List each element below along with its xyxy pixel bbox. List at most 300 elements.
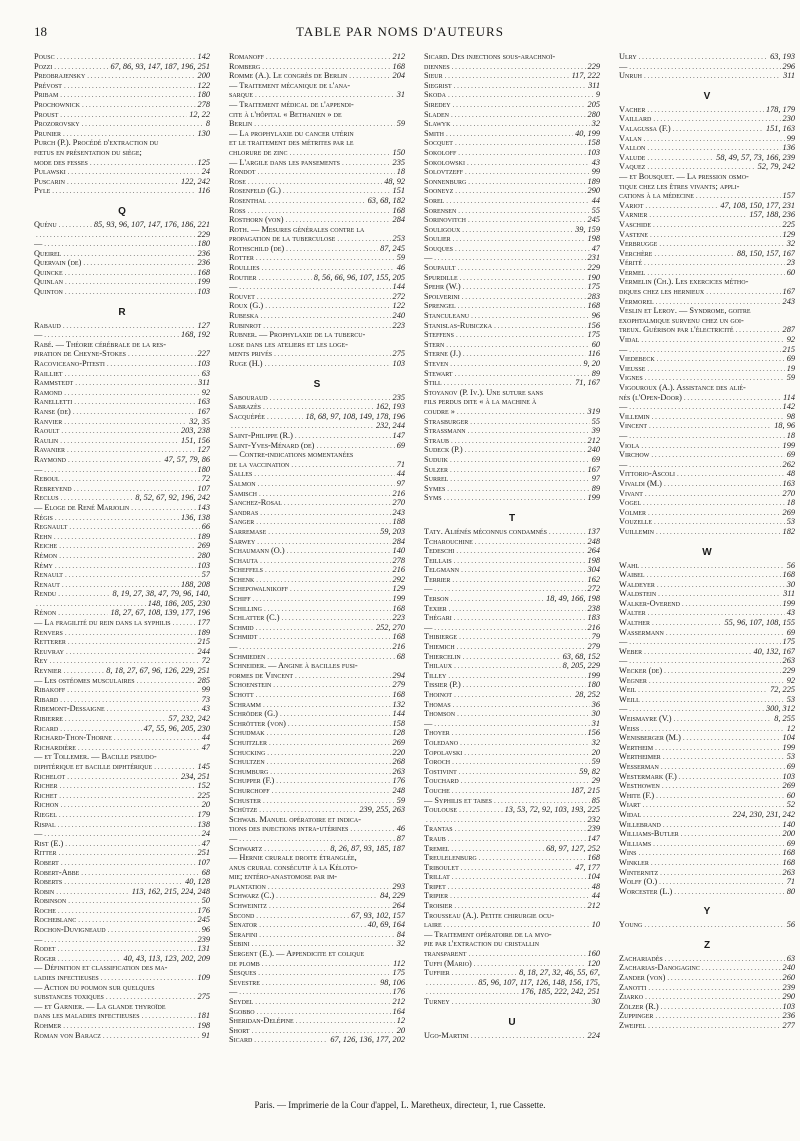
author-name: Ribakoff	[34, 685, 66, 695]
page-references: 215	[197, 637, 210, 647]
author-name: Thomson	[424, 709, 456, 719]
page-references: 44	[591, 195, 600, 205]
index-entry	[34, 81, 210, 91]
dot-leader	[454, 556, 586, 566]
author-name: — Eloge de René Marjolin	[34, 502, 130, 512]
page-references: 44	[396, 469, 405, 479]
page-references: 229	[587, 263, 600, 273]
dot-leader	[268, 882, 391, 892]
dot-leader	[434, 253, 585, 263]
index-entry	[424, 474, 600, 484]
page-references: 203, 238	[180, 426, 210, 436]
author-name: Quinton	[34, 287, 63, 297]
dot-leader	[60, 695, 200, 705]
author-name: Weismayre (V.)	[619, 714, 672, 723]
page-references: 40, 128	[185, 877, 210, 887]
dot-leader	[465, 167, 590, 177]
page-references: 277	[782, 1021, 795, 1031]
dot-leader	[446, 129, 573, 139]
author-name: — Définition et classification des ma-	[34, 963, 168, 973]
dot-leader	[673, 124, 764, 134]
index-entry	[34, 62, 210, 72]
dot-leader	[452, 997, 590, 1007]
author-name: Winkler	[619, 857, 649, 867]
page-references: 283	[587, 291, 600, 301]
dot-leader	[68, 896, 200, 906]
printer-footer: Paris. — Imprimerie de la Cour d'appel, L. Maretheux, directeur, 1, rue Cassette.	[254, 1100, 546, 1110]
author-name: Troisier	[424, 901, 453, 911]
author-name: Schmid	[229, 622, 254, 632]
index-entry	[424, 767, 600, 777]
author-name: Sacquépée	[229, 411, 265, 421]
page-references: 132	[392, 699, 405, 709]
author-name: —	[229, 833, 238, 843]
page-references: 167	[782, 287, 795, 297]
page-references: 145	[197, 761, 210, 771]
page-references: 96	[591, 311, 600, 321]
page-references: 48, 92	[384, 176, 405, 186]
dot-leader	[674, 887, 784, 897]
author-name: Terson	[424, 594, 449, 604]
index-entry	[619, 325, 795, 335]
author-name: Quinlan	[34, 277, 63, 287]
author-name: Tedeschi	[424, 546, 455, 556]
dot-leader	[434, 719, 589, 729]
author-name: Wahl	[619, 560, 640, 570]
index-entry	[424, 632, 600, 642]
page-references: 43	[591, 157, 600, 167]
page-references: 59	[396, 253, 405, 263]
page-references: 279	[392, 680, 405, 690]
index-entry	[619, 580, 795, 590]
index-entry	[34, 100, 210, 110]
page-references: 59	[591, 757, 600, 767]
page-references: 104	[782, 733, 795, 743]
author-name: Richet	[34, 790, 58, 800]
page-references: 128	[392, 728, 405, 738]
author-name: Schupper (F.)	[229, 776, 275, 786]
index-entry	[34, 724, 210, 734]
page-references: 53	[786, 752, 795, 762]
page-references: 245	[587, 215, 600, 225]
index-entry	[619, 743, 795, 753]
author-name: lose dans les ateliers et les loge-	[229, 339, 348, 349]
author-name: Ross	[229, 205, 246, 215]
dot-leader	[276, 891, 378, 901]
index-entry	[619, 992, 795, 1002]
dot-leader	[256, 575, 390, 585]
dot-leader	[468, 949, 585, 959]
author-name: Williams	[619, 838, 652, 848]
index-entry	[424, 273, 600, 283]
index-entry	[619, 887, 795, 897]
index-entry	[424, 167, 600, 177]
dot-leader	[74, 484, 196, 494]
index-entry	[424, 378, 600, 388]
page-references: 87	[396, 833, 405, 843]
page-references: 175	[392, 968, 405, 978]
dot-leader	[641, 335, 784, 345]
index-entry	[424, 436, 600, 446]
page-references: 179	[197, 809, 210, 819]
author-name: Virchow	[619, 450, 650, 460]
dot-leader	[273, 680, 390, 690]
dot-leader	[706, 287, 780, 297]
dot-leader	[655, 743, 780, 753]
dot-leader	[462, 292, 586, 302]
author-name: et le traitement des métrites par le	[229, 138, 354, 148]
author-name: Vaschide	[619, 219, 651, 229]
page-references: 125	[197, 157, 210, 167]
page-references: 300, 312	[765, 704, 795, 714]
index-entry	[34, 138, 210, 148]
dot-leader	[454, 661, 561, 671]
dot-leader	[257, 537, 390, 547]
index-entry	[229, 796, 405, 806]
author-name: Schiff	[229, 594, 251, 604]
author-name: Puscarin	[34, 176, 65, 186]
author-name: Stern	[424, 339, 445, 349]
page-references: 311	[783, 71, 795, 81]
index-entry	[34, 944, 210, 954]
page-references: 263	[782, 656, 795, 666]
dot-leader	[453, 100, 586, 110]
dot-leader	[265, 565, 391, 575]
index-entry	[619, 354, 795, 364]
dot-leader	[659, 877, 785, 887]
dot-leader	[470, 417, 589, 427]
index-entry	[619, 508, 795, 518]
index-entry	[619, 277, 795, 287]
page-references: 296	[782, 61, 795, 71]
index-entry	[619, 105, 795, 115]
author-name: Wesserman	[619, 761, 659, 771]
dot-leader	[457, 642, 586, 652]
dot-leader	[257, 292, 391, 302]
page-references: 69	[396, 440, 405, 450]
page-references: 52	[786, 800, 795, 810]
page-references: 157, 188, 236	[749, 210, 795, 220]
page-references: 263	[392, 766, 405, 776]
index-entry	[424, 445, 600, 455]
author-name: Ziarko	[619, 992, 644, 1002]
dot-leader	[455, 824, 586, 834]
dot-leader	[64, 877, 183, 887]
index-entry	[34, 762, 210, 772]
author-name: Terrier	[424, 574, 451, 584]
author-name: Viedebeck	[619, 354, 655, 364]
index-entry	[424, 369, 600, 379]
page-references: 46	[396, 263, 405, 273]
dot-leader	[666, 628, 785, 638]
index-entry	[229, 613, 405, 623]
dot-leader	[653, 114, 780, 124]
index-entry	[619, 517, 795, 527]
page-references: 199	[782, 598, 795, 608]
index-entry	[229, 340, 405, 350]
page-references: 92	[201, 387, 210, 397]
page-references: 130	[197, 128, 210, 138]
author-name: Strasburger	[424, 416, 469, 426]
index-entry	[424, 349, 600, 359]
index-entry	[34, 608, 210, 618]
page-references: 99	[201, 685, 210, 695]
dot-leader	[255, 997, 390, 1007]
author-name: Vallon	[619, 143, 646, 153]
dot-leader	[60, 724, 141, 734]
page-references: 127	[197, 445, 210, 455]
page-references: 280	[587, 109, 600, 119]
author-name: laire	[424, 920, 442, 930]
index-column-2	[229, 52, 405, 1045]
author-name: Serafini	[229, 929, 258, 939]
index-entry	[424, 805, 600, 815]
page-references: 122	[392, 301, 405, 311]
page-references: 47, 177	[575, 862, 600, 872]
author-name: Roman von Baracz	[34, 1030, 101, 1040]
page-references: 311	[198, 378, 210, 388]
page-references: 147	[392, 430, 405, 440]
dot-leader	[259, 920, 365, 930]
author-name: Richelot	[34, 771, 66, 781]
dot-leader	[648, 508, 781, 518]
page-references: 12	[786, 723, 795, 733]
index-entry	[34, 321, 210, 331]
section-letter: V	[703, 90, 711, 102]
author-name: —	[34, 464, 43, 474]
dot-leader	[68, 637, 196, 647]
author-name: Renault	[34, 570, 63, 580]
author-name: Ravanier	[34, 445, 65, 455]
index-entry	[34, 858, 210, 868]
author-name: — et Bousquet. — La pression osmo-	[619, 171, 749, 181]
page-references: 180	[197, 90, 210, 100]
author-name: Thiemich	[424, 642, 455, 652]
dot-leader	[474, 959, 586, 969]
index-entry	[229, 700, 405, 710]
dot-leader	[261, 311, 391, 321]
dot-leader	[651, 450, 784, 460]
author-name: — et Garnier. — La glande thyroïde	[34, 1001, 166, 1011]
dot-leader	[337, 234, 390, 244]
author-name: Riegel	[34, 809, 57, 819]
dot-leader	[463, 349, 586, 359]
dot-leader	[50, 656, 200, 666]
index-entry	[34, 436, 210, 446]
author-name: Tuffier	[424, 968, 450, 978]
author-name: Robinson	[34, 896, 67, 906]
index-entry	[34, 935, 210, 945]
author-name: Vuillemin	[619, 526, 654, 536]
index-entry	[424, 853, 600, 863]
author-name: —	[619, 402, 628, 412]
dot-leader	[58, 608, 108, 618]
dot-leader	[75, 378, 196, 388]
author-name: Reclus	[34, 493, 59, 503]
index-entry	[229, 441, 405, 451]
index-entry	[229, 489, 405, 499]
dot-leader	[444, 493, 586, 503]
dot-leader	[662, 781, 781, 791]
page-references: 69	[786, 354, 795, 364]
dot-leader	[268, 196, 365, 206]
author-name: Toulouse	[424, 805, 458, 815]
index-entry	[424, 901, 600, 911]
dot-leader	[65, 369, 200, 379]
index-entry	[229, 968, 405, 978]
page-references: 20	[201, 800, 210, 810]
dot-leader	[448, 90, 594, 100]
dot-leader	[696, 191, 781, 201]
dot-leader	[648, 608, 785, 618]
index-entry	[34, 177, 210, 187]
page-references: 251	[197, 848, 210, 858]
index-entry	[229, 263, 405, 273]
page-references: 176	[197, 905, 210, 915]
author-name: Weil	[619, 685, 637, 695]
author-name: Spurdille	[424, 272, 458, 282]
dot-leader	[644, 920, 784, 930]
dot-leader	[289, 148, 390, 158]
author-name: Vieusse	[619, 363, 646, 373]
index-entry	[229, 959, 405, 969]
author-name: Rebreyend	[34, 483, 72, 493]
index-entry	[229, 652, 405, 662]
index-entry	[424, 90, 600, 100]
dot-leader	[641, 561, 785, 571]
dot-leader	[649, 210, 747, 220]
author-name: Ribemont-Dessaigne	[34, 704, 105, 714]
index-entry	[229, 431, 405, 441]
index-entry	[424, 225, 600, 235]
page-references: 168	[197, 267, 210, 277]
author-name: Prévost	[34, 80, 62, 90]
dot-leader	[103, 1031, 200, 1041]
index-entry	[424, 148, 600, 158]
author-name: Walther	[619, 618, 650, 628]
author-name: Trillat	[424, 872, 450, 882]
page-references: 236	[197, 248, 210, 258]
dot-leader	[128, 349, 196, 359]
page-references: 151, 156	[180, 435, 210, 445]
author-name: nés (l'Open-Door)	[619, 392, 682, 402]
dot-leader	[74, 397, 195, 407]
index-entry	[619, 848, 795, 858]
page-references: 66	[201, 522, 210, 532]
page-references: 292	[392, 574, 405, 584]
author-name: Routier	[229, 272, 257, 282]
author-name: Telgmann	[424, 565, 460, 575]
dot-leader	[350, 824, 394, 834]
author-name: Thégari	[424, 613, 452, 623]
dot-leader	[44, 829, 199, 839]
dot-leader	[677, 469, 785, 479]
dot-leader	[60, 110, 187, 120]
author-name: Stanculeanu	[424, 311, 470, 321]
author-name: tique chez les êtres vivants; appli-	[619, 181, 740, 191]
index-entry	[619, 268, 795, 278]
index-entry	[424, 292, 600, 302]
index-entry	[229, 949, 405, 959]
dot-leader	[82, 119, 204, 129]
index-entry	[34, 388, 210, 398]
dot-leader	[459, 767, 578, 777]
index-entry	[34, 887, 210, 897]
index-entry	[34, 954, 210, 964]
page-references: 168	[587, 301, 600, 311]
author-name: Short	[229, 1025, 250, 1035]
author-name: Vivant	[619, 488, 643, 498]
index-entry	[424, 321, 600, 331]
index-entry	[34, 704, 210, 714]
index-entry	[424, 527, 600, 537]
page-references: 137	[587, 526, 600, 536]
author-name: Sheridan-Delépine	[229, 1016, 294, 1026]
author-name: Spehr (W.)	[424, 282, 461, 292]
page-references: 103	[392, 359, 405, 368]
index-entry	[34, 839, 210, 849]
index-entry	[424, 680, 600, 690]
dot-leader	[452, 757, 590, 767]
index-entry	[34, 666, 210, 676]
author-name: Salmon	[229, 478, 256, 488]
author-name: Schramm	[229, 699, 261, 709]
page-references: 236	[197, 258, 210, 268]
dot-leader	[455, 186, 585, 196]
page-references: 144	[392, 282, 405, 292]
index-entry	[619, 239, 795, 249]
page-references: 55	[591, 416, 600, 426]
index-entry	[619, 1002, 795, 1012]
dot-leader	[647, 162, 755, 172]
index-entry	[34, 772, 210, 782]
dot-leader	[663, 820, 781, 830]
page-references: 270	[782, 488, 795, 498]
page-references: 39, 159	[575, 224, 600, 234]
page-references: 199	[587, 493, 600, 503]
dot-leader	[658, 589, 781, 599]
dot-leader	[656, 297, 781, 307]
author-name: —	[424, 584, 433, 594]
index-entry	[424, 234, 600, 244]
page-references: 190	[587, 272, 600, 282]
index-entry	[34, 541, 210, 551]
index-entry	[34, 230, 210, 240]
author-name: Schmieden	[229, 651, 266, 661]
author-name: Saint-Philippe (R.)	[229, 430, 293, 440]
index-entry	[619, 421, 795, 431]
index-entry	[229, 738, 405, 748]
index-entry	[34, 618, 210, 628]
index-entry	[34, 992, 210, 1002]
dot-leader	[639, 848, 781, 858]
page-references: 311	[588, 80, 600, 90]
index-entry	[424, 987, 600, 997]
dot-leader	[457, 709, 590, 719]
author-name: — Traitement médical de l'appendi-	[229, 99, 354, 109]
dot-leader	[654, 249, 735, 259]
page-references: 47	[201, 742, 210, 752]
author-name: Schwarz (C.)	[229, 891, 275, 901]
dot-leader	[60, 781, 196, 791]
dot-leader	[276, 776, 390, 786]
dot-leader	[61, 426, 179, 436]
page-references: 129	[392, 584, 405, 594]
index-entry	[619, 489, 795, 499]
index-entry	[34, 417, 210, 427]
index-entry	[229, 680, 405, 690]
page-references: 260	[782, 973, 795, 983]
